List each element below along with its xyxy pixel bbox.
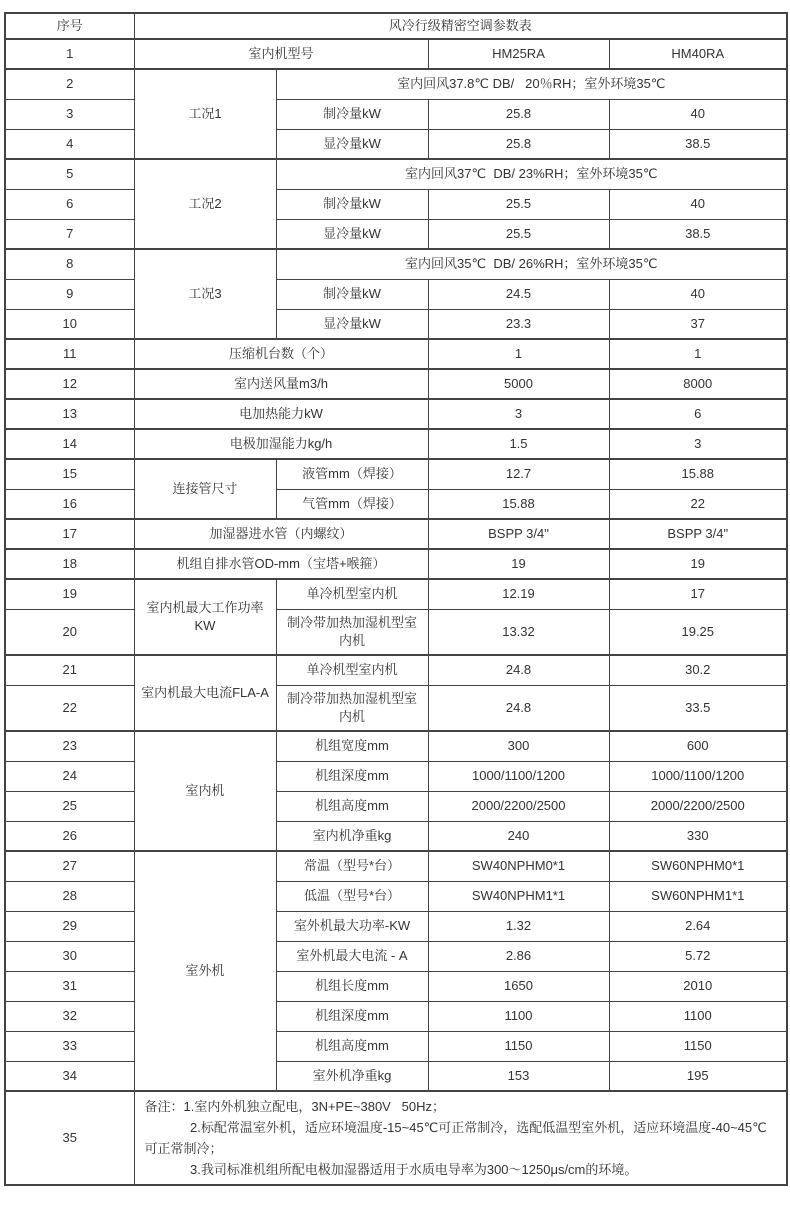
table-cell: 13.32 <box>428 609 609 655</box>
table-cell: 工况1 <box>134 69 276 159</box>
table-cell: SW40NPHM0*1 <box>428 851 609 881</box>
table-cell: 1650 <box>428 971 609 1001</box>
row-number-cell: 16 <box>5 489 134 519</box>
table-cell: 37 <box>609 309 787 339</box>
table-cell: 24.8 <box>428 655 609 685</box>
table-cell: 1000/1100/1200 <box>428 761 609 791</box>
table-cell: 电加热能力kW <box>134 399 428 429</box>
table-cell: 24.5 <box>428 279 609 309</box>
table-row <box>5 519 787 549</box>
table-cell: 室内机型号 <box>134 39 428 69</box>
table-row <box>5 369 787 399</box>
table-cell: 1.5 <box>428 429 609 459</box>
table-row <box>5 1001 787 1031</box>
table-cell: 制冷带加热加湿机型室内机 <box>276 609 428 655</box>
table-cell: 工况2 <box>134 159 276 249</box>
table-cell: 室外机最大电流 - A <box>276 941 428 971</box>
table-cell: 38.5 <box>609 219 787 249</box>
table-cell: 制冷带加热加湿机型室内机 <box>276 685 428 731</box>
row-number-cell: 12 <box>5 369 134 399</box>
table-cell: 1000/1100/1200 <box>609 761 787 791</box>
remark-line: 备注：1.室内外机独立配电，3N+PE~380V 50Hz； <box>144 1099 446 1114</box>
table-cell: 常温（型号*台） <box>276 851 428 881</box>
spec-table-body <box>5 13 787 1185</box>
table-row <box>5 249 787 279</box>
table-row <box>5 881 787 911</box>
row-number-cell: 24 <box>5 761 134 791</box>
table-cell: 室内回风37.8℃ DB/ 20％RH；室外环境35℃ <box>276 69 787 99</box>
table-cell: 机组自排水管OD-mm（宝塔+喉箍） <box>134 549 428 579</box>
table-cell: SW60NPHM1*1 <box>609 881 787 911</box>
row-number-cell: 17 <box>5 519 134 549</box>
table-cell: HM25RA <box>428 39 609 69</box>
table-cell: 制冷量kW <box>276 189 428 219</box>
row-number-cell: 34 <box>5 1061 134 1091</box>
table-cell: 压缩机台数（个） <box>134 339 428 369</box>
row-number-cell: 4 <box>5 129 134 159</box>
table-cell: 制冷量kW <box>276 279 428 309</box>
table-cell: 12.19 <box>428 579 609 609</box>
row-number-cell: 23 <box>5 731 134 761</box>
table-cell: 25.8 <box>428 129 609 159</box>
table-row <box>5 731 787 761</box>
table-cell: 机组深度mm <box>276 1001 428 1031</box>
row-number-cell: 19 <box>5 579 134 609</box>
table-cell: 25.5 <box>428 219 609 249</box>
table-cell: 低温（型号*台） <box>276 881 428 911</box>
table-cell: 机组深度mm <box>276 761 428 791</box>
table-cell: 25.5 <box>428 189 609 219</box>
table-cell: 12.7 <box>428 459 609 489</box>
row-number-cell: 11 <box>5 339 134 369</box>
table-cell: 5.72 <box>609 941 787 971</box>
table-cell: 25.8 <box>428 99 609 129</box>
table-cell: 2.86 <box>428 941 609 971</box>
table-row <box>5 159 787 189</box>
table-cell: 2000/2200/2500 <box>609 791 787 821</box>
table-row <box>5 339 787 369</box>
table-cell: 气管mm（焊接） <box>276 489 428 519</box>
table-row <box>5 309 787 339</box>
row-number-cell: 3 <box>5 99 134 129</box>
row-number-cell: 26 <box>5 821 134 851</box>
table-cell: 室内回风37℃ DB/ 23%RH；室外环境35℃ <box>276 159 787 189</box>
table-cell: 40 <box>609 99 787 129</box>
table-cell: 室内回风35℃ DB/ 26%RH；室外环境35℃ <box>276 249 787 279</box>
table-cell: 1 <box>428 339 609 369</box>
table-cell: 1100 <box>609 1001 787 1031</box>
table-cell: BSPP 3/4" <box>428 519 609 549</box>
row-number-cell: 30 <box>5 941 134 971</box>
row-number-cell: 31 <box>5 971 134 1001</box>
table-row <box>5 655 787 685</box>
row-number-cell: 18 <box>5 549 134 579</box>
table-cell: 室内机 <box>134 731 276 851</box>
column-header-seq: 序号 <box>5 13 134 39</box>
table-cell: 23.3 <box>428 309 609 339</box>
table-row <box>5 99 787 129</box>
table-cell: 2.64 <box>609 911 787 941</box>
table-row <box>5 911 787 941</box>
row-number-cell: 33 <box>5 1031 134 1061</box>
table-row <box>5 821 787 851</box>
table-row <box>5 219 787 249</box>
table-cell: 600 <box>609 731 787 761</box>
table-cell: SW60NPHM0*1 <box>609 851 787 881</box>
table-cell: SW40NPHM1*1 <box>428 881 609 911</box>
row-number-cell: 27 <box>5 851 134 881</box>
table-cell: 室内机最大电流FLA-A <box>134 655 276 731</box>
table-row <box>5 609 787 655</box>
table-cell: 电极加湿能力kg/h <box>134 429 428 459</box>
header-row <box>5 13 787 39</box>
table-cell: 15.88 <box>428 489 609 519</box>
table-cell: 连接管尺寸 <box>134 459 276 519</box>
table-cell: 加湿器进水管（内螺纹） <box>134 519 428 549</box>
row-number-cell: 28 <box>5 881 134 911</box>
remark-line: 3.我司标准机组所配电极加湿器适用于水质电导率为300～1250μs/cm的环境。 <box>190 1162 638 1178</box>
table-row <box>5 1091 787 1185</box>
table-row <box>5 189 787 219</box>
table-cell: 机组宽度mm <box>276 731 428 761</box>
row-number-cell: 7 <box>5 219 134 249</box>
table-cell: 1.32 <box>428 911 609 941</box>
table-cell: 工况3 <box>134 249 276 339</box>
table-cell: HM40RA <box>609 39 787 69</box>
row-number-cell: 21 <box>5 655 134 685</box>
table-cell: 30.2 <box>609 655 787 685</box>
table-cell: 19 <box>609 549 787 579</box>
table-row <box>5 429 787 459</box>
row-number-cell: 14 <box>5 429 134 459</box>
remark-line: 2.标配常温室外机，适应环境温度-15~45℃可正常制冷，选配低温型室外机，适应环境温度-40~45℃可正常制冷； <box>144 1120 767 1157</box>
table-row <box>5 1031 787 1061</box>
table-cell: 室外机 <box>134 851 276 1091</box>
table-title-cell: 风冷行级精密空调参数表 <box>134 13 787 39</box>
table-cell: 153 <box>428 1061 609 1091</box>
table-cell: 22 <box>609 489 787 519</box>
table-cell: 33.5 <box>609 685 787 731</box>
table-cell: 制冷量kW <box>276 99 428 129</box>
table-cell: 3 <box>609 429 787 459</box>
table-cell: 机组长度mm <box>276 971 428 1001</box>
table-row <box>5 761 787 791</box>
row-number-cell: 20 <box>5 609 134 655</box>
table-cell: 1100 <box>428 1001 609 1031</box>
table-cell: 室内机最大工作功率KW <box>134 579 276 655</box>
row-number-cell: 8 <box>5 249 134 279</box>
table-cell: 300 <box>428 731 609 761</box>
table-row <box>5 459 787 489</box>
table-cell: 室外机净重kg <box>276 1061 428 1091</box>
table-row <box>5 129 787 159</box>
table-cell: 1150 <box>609 1031 787 1061</box>
table-row <box>5 279 787 309</box>
row-number-cell: 2 <box>5 69 134 99</box>
table-cell: 显冷量kW <box>276 219 428 249</box>
table-cell: 6 <box>609 399 787 429</box>
table-row <box>5 579 787 609</box>
table-cell: 室内送风量m3/h <box>134 369 428 399</box>
table-cell: 38.5 <box>609 129 787 159</box>
row-number-cell: 29 <box>5 911 134 941</box>
table-cell: BSPP 3/4" <box>609 519 787 549</box>
row-number-cell: 5 <box>5 159 134 189</box>
remark-cell <box>134 1091 787 1185</box>
table-row <box>5 791 787 821</box>
row-number-cell: 22 <box>5 685 134 731</box>
table-row <box>5 685 787 731</box>
row-number-cell: 15 <box>5 459 134 489</box>
table-cell: 机组高度mm <box>276 791 428 821</box>
table-row <box>5 851 787 881</box>
table-row <box>5 69 787 99</box>
table-row <box>5 549 787 579</box>
table-cell: 1150 <box>428 1031 609 1061</box>
table-row <box>5 941 787 971</box>
table-cell: 5000 <box>428 369 609 399</box>
table-cell: 机组高度mm <box>276 1031 428 1061</box>
table-cell: 24.8 <box>428 685 609 731</box>
table-cell: 195 <box>609 1061 787 1091</box>
table-cell: 单冷机型室内机 <box>276 655 428 685</box>
table-cell: 8000 <box>609 369 787 399</box>
row-number-cell: 9 <box>5 279 134 309</box>
table-cell: 2000/2200/2500 <box>428 791 609 821</box>
table-cell: 1 <box>609 339 787 369</box>
row-number-cell: 35 <box>5 1091 134 1185</box>
table-row <box>5 1061 787 1091</box>
table-cell: 显冷量kW <box>276 129 428 159</box>
table-cell: 19.25 <box>609 609 787 655</box>
row-number-cell: 6 <box>5 189 134 219</box>
table-cell: 17 <box>609 579 787 609</box>
row-number-cell: 13 <box>5 399 134 429</box>
row-number-cell: 1 <box>5 39 134 69</box>
table-cell: 19 <box>428 549 609 579</box>
table-cell: 3 <box>428 399 609 429</box>
table-row <box>5 399 787 429</box>
table-cell: 单冷机型室内机 <box>276 579 428 609</box>
table-cell: 室内机净重kg <box>276 821 428 851</box>
table-cell: 2010 <box>609 971 787 1001</box>
table-cell: 室外机最大功率-KW <box>276 911 428 941</box>
table-row <box>5 971 787 1001</box>
spec-table <box>4 12 788 1186</box>
row-number-cell: 32 <box>5 1001 134 1031</box>
table-cell: 显冷量kW <box>276 309 428 339</box>
row-number-cell: 10 <box>5 309 134 339</box>
table-cell: 液管mm（焊接） <box>276 459 428 489</box>
row-number-cell: 25 <box>5 791 134 821</box>
table-row <box>5 489 787 519</box>
table-cell: 40 <box>609 189 787 219</box>
table-cell: 40 <box>609 279 787 309</box>
table-row <box>5 39 787 69</box>
table-cell: 15.88 <box>609 459 787 489</box>
table-cell: 330 <box>609 821 787 851</box>
table-cell: 240 <box>428 821 609 851</box>
